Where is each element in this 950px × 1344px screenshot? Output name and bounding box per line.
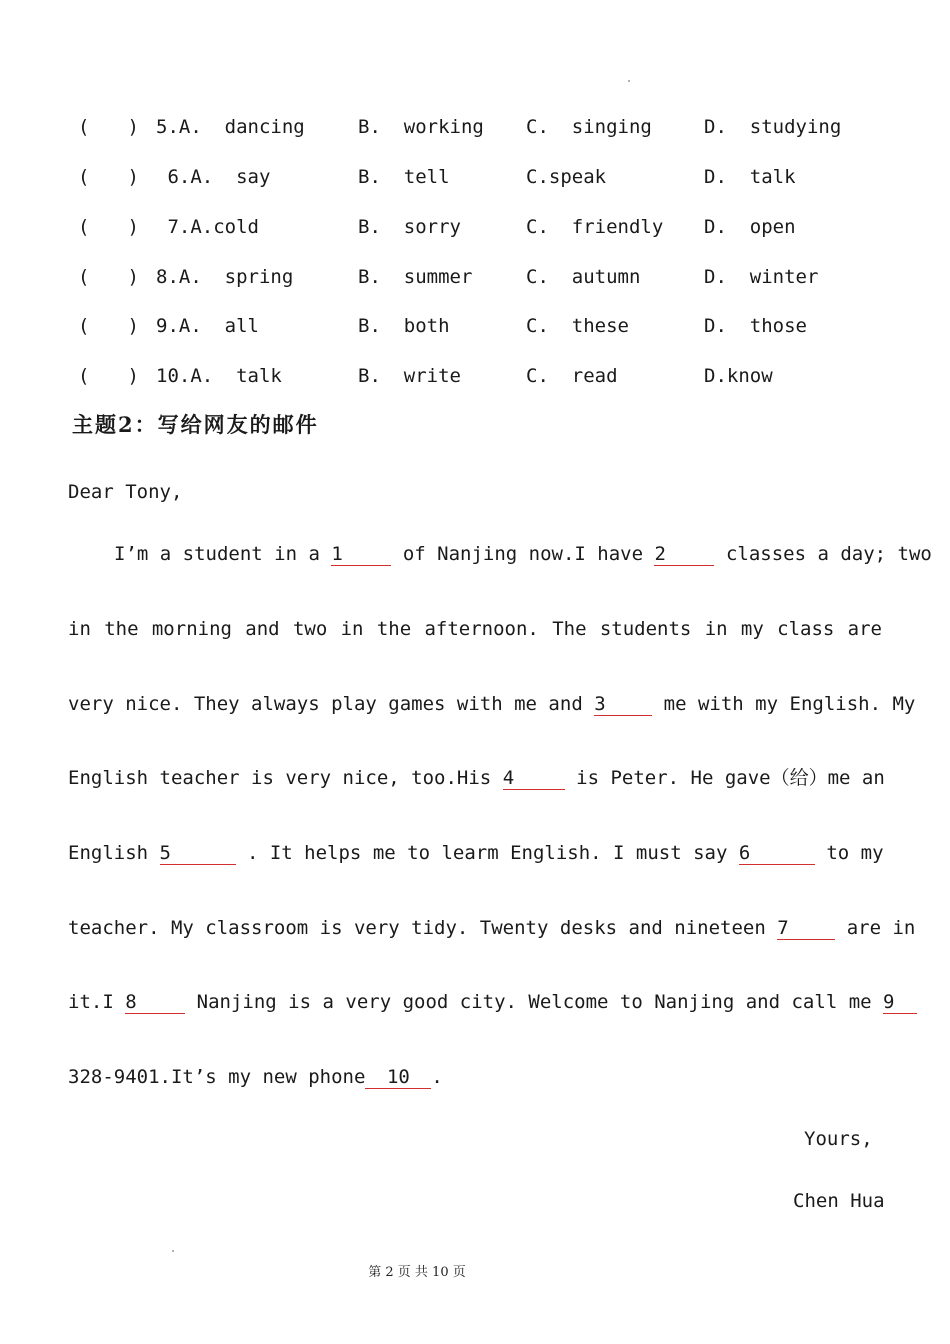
answer-paren: ( ) [78, 216, 139, 238]
letter-signature: Chen Hua [793, 1190, 885, 1212]
text-run: Nanjing is a very good city. Welcome to Nanjing and call me [196, 991, 872, 1013]
option-a: 7.A.cold [156, 216, 259, 238]
text-run: . It helps me to learm English. I must say [246, 842, 728, 864]
page-footer: 第 2 页 共 10 页 [368, 1265, 466, 1280]
blank-10: 10 [365, 1066, 431, 1089]
blank-8: 8 [125, 991, 185, 1014]
option-a: 6.A. say [156, 166, 271, 188]
text-run: classes a day; two [725, 543, 932, 565]
option-c: C. read [526, 365, 618, 387]
option-d: D. studying [704, 116, 842, 138]
option-d: D. those [704, 315, 807, 337]
answer-paren: ( ) [78, 365, 139, 387]
answer-paren: ( ) [78, 166, 139, 188]
text-run: to my [826, 842, 884, 864]
option-d: D.know [704, 365, 773, 387]
blank-6: 6 [739, 842, 815, 865]
option-a: 5.A. dancing [156, 116, 305, 138]
letter-greeting: Dear Tony, [68, 481, 183, 503]
decorative-dot [172, 1250, 174, 1252]
option-a: 9.A. all [156, 315, 259, 337]
answer-paren: ( ) [78, 315, 139, 337]
section-title: 主题2：写给网友的邮件 [72, 412, 319, 437]
blank-3: 3 [594, 693, 652, 716]
letter-line-1 [68, 536, 932, 572]
text-run: English [68, 842, 149, 864]
text-run: it.I [68, 991, 114, 1013]
blank-1: 1 [331, 543, 391, 566]
option-a: 10.A. talk [156, 365, 282, 387]
letter-line-7 [68, 984, 895, 1020]
blank-5: 5 [160, 842, 236, 865]
text-run: are in [846, 917, 916, 939]
letter-line-2: in the morning and two in the afternoon. The students in my class are [68, 618, 882, 640]
letter-line-5 [68, 835, 882, 871]
option-b: B. tell [358, 166, 450, 188]
option-c: C.speak [526, 166, 607, 188]
option-c: C. these [526, 315, 629, 337]
question-row-8 [0, 262, 950, 292]
text-run: is Peter. He gave（给）me an [576, 767, 885, 789]
blank-2: 2 [654, 543, 714, 566]
blank-7: 7 [777, 917, 835, 940]
question-row-7 [0, 212, 950, 242]
answer-paren: ( ) [78, 116, 139, 138]
option-c: C. singing [526, 116, 652, 138]
question-row-6 [0, 162, 950, 192]
option-c: C. friendly [526, 216, 664, 238]
option-b: B. summer [358, 266, 473, 288]
question-row-10 [0, 361, 950, 391]
blank-9: 9 [883, 991, 917, 1014]
blank-4: 4 [503, 767, 565, 790]
question-row-9 [0, 311, 950, 341]
letter-closing: Yours, [804, 1128, 873, 1150]
option-c: C. autumn [526, 266, 641, 288]
option-b: B. write [358, 365, 461, 387]
letter-line-3 [68, 686, 916, 722]
option-d: D. winter [704, 266, 819, 288]
option-b: B. sorry [358, 216, 461, 238]
letter-line-8 [68, 1059, 882, 1095]
option-b: B. both [358, 315, 450, 337]
letter-line-6 [68, 910, 916, 946]
text-run: teacher. My classroom is very tidy. Twenty desks and nineteen [68, 917, 766, 939]
text-run: English teacher is very nice, too.His [68, 767, 492, 789]
question-row-5 [0, 112, 950, 142]
text-run: very nice. They always play games with me and [68, 693, 583, 715]
text-run: I’m a student in a [114, 543, 320, 565]
option-b: B. working [358, 116, 484, 138]
option-d: D. talk [704, 166, 796, 188]
option-d: D. open [704, 216, 796, 238]
letter-line-4 [68, 760, 885, 796]
text-run: of Nanjing now.I have [402, 543, 644, 565]
option-a: 8.A. spring [156, 266, 294, 288]
text-run: . [431, 1066, 443, 1088]
text-run: 328-9401.It’s my new phone [68, 1066, 366, 1088]
decorative-dot [628, 80, 630, 82]
answer-paren: ( ) [78, 266, 139, 288]
text-run: me with my English. My [663, 693, 916, 715]
